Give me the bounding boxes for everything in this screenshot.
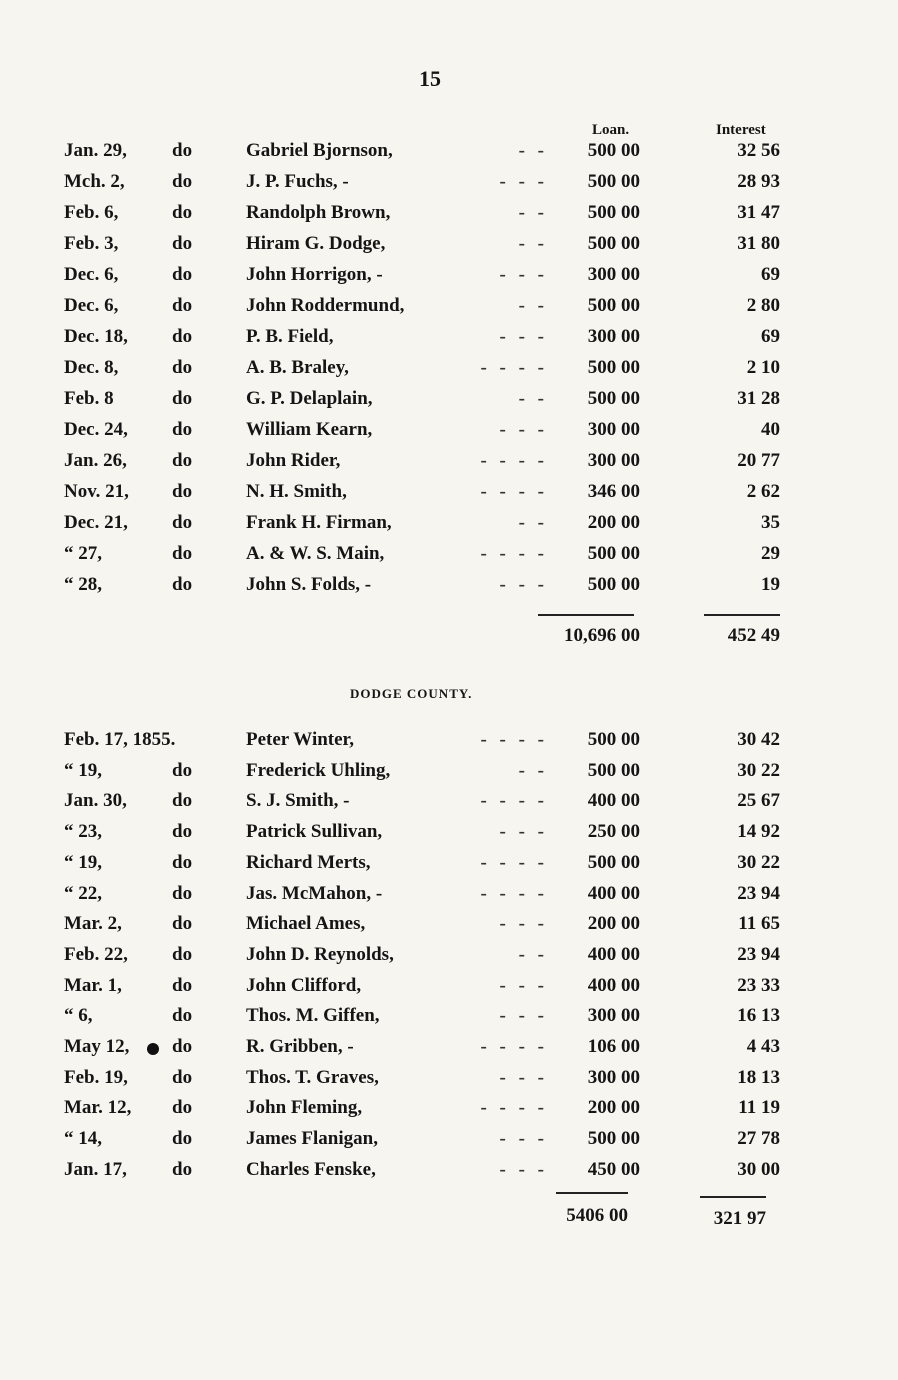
ledger-row — [0, 450, 898, 480]
leader-dashes: - - - - — [480, 357, 548, 378]
ledger-row — [0, 1005, 898, 1035]
entry-date: Feb. 19, — [64, 1066, 128, 1088]
borrower-name: Thos. T. Graves, — [246, 1066, 379, 1088]
ledger-row — [0, 295, 898, 325]
interest-amount: 23 33 — [737, 974, 780, 996]
borrower-name: Jas. McMahon, - — [246, 882, 383, 904]
ditto-mark: do — [172, 1158, 193, 1180]
interest-amount: 2 80 — [746, 295, 780, 316]
section-2-total-loan: 5406 00 — [566, 1205, 628, 1226]
leader-dashes: - - - — [499, 1066, 548, 1088]
ditto-mark: do — [172, 264, 193, 285]
loan-amount: 400 00 — [587, 790, 640, 812]
borrower-name: William Kearn, — [246, 419, 373, 440]
leader-dashes: - - - - — [480, 481, 548, 502]
interest-amount: 16 13 — [737, 1005, 780, 1027]
entry-date: Dec. 21, — [64, 512, 128, 533]
entry-date: “ 22, — [64, 882, 102, 904]
ledger-row — [0, 264, 898, 294]
ditto-mark: do — [172, 202, 193, 223]
ditto-mark: do — [172, 140, 193, 161]
entry-date: Mar. 1, — [64, 974, 122, 996]
leader-dashes: - - - — [499, 326, 548, 347]
loan-amount: 346 00 — [587, 481, 640, 502]
loan-amount: 500 00 — [587, 202, 640, 223]
ledger-row — [0, 357, 898, 387]
leader-dashes: - - - - — [480, 790, 548, 812]
entry-date: Dec. 6, — [64, 295, 119, 316]
interest-amount: 23 94 — [737, 882, 780, 904]
entry-date: Mar. 12, — [64, 1097, 132, 1119]
loan-amount: 500 00 — [587, 759, 640, 781]
leader-dashes: - - - — [499, 821, 548, 843]
leader-dashes: - - - — [499, 1005, 548, 1027]
entry-date: Jan. 26, — [64, 450, 127, 471]
loan-amount: 500 00 — [587, 388, 640, 409]
loan-amount: 500 00 — [587, 171, 640, 192]
interest-amount: 40 — [761, 419, 780, 440]
ditto-mark: do — [172, 357, 193, 378]
loan-amount: 500 00 — [587, 574, 640, 595]
leader-dashes: - - — [518, 140, 548, 161]
interest-amount: 19 — [761, 574, 780, 595]
total-rule-loan-2 — [556, 1192, 628, 1194]
borrower-name: John Fleming, — [246, 1097, 363, 1119]
ledger-row — [0, 326, 898, 356]
interest-amount: 23 94 — [737, 943, 780, 965]
interest-amount: 28 93 — [737, 171, 780, 192]
total-rule-loan-1 — [538, 614, 634, 616]
loan-amount: 300 00 — [587, 264, 640, 285]
loan-amount: 300 00 — [587, 450, 640, 471]
borrower-name: John Roddermund, — [246, 295, 405, 316]
leader-dashes: - - — [518, 943, 548, 965]
page-number: 15 — [419, 66, 441, 91]
borrower-name: Charles Fenske, — [246, 1158, 376, 1180]
ledger-row — [0, 202, 898, 232]
interest-amount: 27 78 — [737, 1128, 780, 1150]
leader-dashes: - - — [518, 233, 548, 254]
entry-date: “ 28, — [64, 574, 102, 595]
entry-date: Feb. 3, — [64, 233, 119, 254]
loan-amount: 400 00 — [587, 882, 640, 904]
loan-amount: 500 00 — [587, 851, 640, 873]
entry-date: Feb. 6, — [64, 202, 119, 223]
leader-dashes: - - - - — [480, 543, 548, 564]
interest-amount: 69 — [761, 326, 780, 347]
borrower-name: John Horrigon, - — [246, 264, 383, 285]
leader-dashes: - - - — [499, 419, 548, 440]
borrower-name: Peter Winter, — [246, 729, 354, 750]
borrower-name: Michael Ames, — [246, 913, 366, 935]
leader-dashes: - - — [518, 512, 548, 533]
loan-amount: 400 00 — [587, 943, 640, 965]
ledger-row — [0, 975, 898, 1005]
interest-amount: 2 62 — [746, 481, 780, 502]
ditto-mark: do — [172, 543, 193, 564]
loan-amount: 400 00 — [587, 974, 640, 996]
interest-amount: 31 80 — [737, 233, 780, 254]
ditto-mark: do — [172, 882, 193, 904]
ditto-mark: do — [172, 851, 193, 873]
entry-date: Dec. 6, — [64, 264, 119, 285]
leader-dashes: - - - - — [480, 450, 548, 471]
borrower-name: Gabriel Bjornson, — [246, 140, 393, 161]
loan-amount: 500 00 — [587, 233, 640, 254]
leader-dashes: - - - — [499, 974, 548, 996]
entry-date: “ 6, — [64, 1005, 93, 1027]
ledger-row — [0, 140, 898, 170]
leader-dashes: - - - — [499, 913, 548, 935]
ledger-row — [0, 171, 898, 201]
interest-amount: 2 10 — [746, 357, 780, 378]
borrower-name: Hiram G. Dodge, — [246, 233, 386, 254]
leader-dashes: - - - - — [480, 729, 548, 750]
loan-amount: 500 00 — [587, 543, 640, 564]
interest-amount: 35 — [761, 512, 780, 533]
borrower-name: Frederick Uhling, — [246, 759, 391, 781]
entry-date: Mar. 2, — [64, 913, 122, 935]
loan-amount: 450 00 — [587, 1158, 640, 1180]
leader-dashes: - - - — [499, 1158, 548, 1180]
entry-date: Dec. 8, — [64, 357, 119, 378]
leader-dashes: - - - - — [480, 882, 548, 904]
entry-date: “ 23, — [64, 821, 102, 843]
interest-amount: 30 22 — [737, 759, 780, 781]
ditto-mark: do — [172, 295, 193, 316]
loan-amount: 500 00 — [587, 729, 640, 750]
ditto-mark: do — [172, 388, 193, 409]
loan-amount: 300 00 — [587, 326, 640, 347]
ledger-row — [0, 543, 898, 573]
ledger-row — [0, 481, 898, 511]
ledger-row — [0, 574, 898, 604]
ledger-row — [0, 944, 898, 974]
entry-date: Feb. 17, 1855. — [64, 729, 176, 750]
ledger-row — [0, 821, 898, 851]
leader-dashes: - - - — [499, 1128, 548, 1150]
ink-blot — [147, 1043, 159, 1055]
ledger-row — [0, 729, 898, 759]
ditto-mark: do — [172, 1005, 193, 1027]
borrower-name: J. P. Fuchs, - — [246, 171, 349, 192]
ledger-row — [0, 1067, 898, 1097]
leader-dashes: - - — [518, 202, 548, 223]
ledger-row — [0, 388, 898, 418]
loan-amount: 200 00 — [587, 512, 640, 533]
borrower-name: John S. Folds, - — [246, 574, 372, 595]
entry-date: Dec. 24, — [64, 419, 128, 440]
ditto-mark: do — [172, 233, 193, 254]
ditto-mark: do — [172, 821, 193, 843]
entry-date: Jan. 30, — [64, 790, 127, 812]
ditto-mark: do — [172, 759, 193, 781]
borrower-name: Frank H. Firman, — [246, 512, 392, 533]
leader-dashes: - - - — [499, 171, 548, 192]
ditto-mark: do — [172, 1036, 193, 1057]
interest-amount: 11 65 — [738, 913, 780, 935]
entry-date: Jan. 29, — [64, 140, 127, 161]
borrower-name: N. H. Smith, — [246, 481, 347, 502]
ledger-row — [0, 852, 898, 882]
borrower-name: John Rider, — [246, 450, 341, 471]
county-title: DODGE COUNTY. — [350, 686, 473, 701]
ditto-mark: do — [172, 574, 193, 595]
ledger-row — [0, 419, 898, 449]
ditto-mark: do — [172, 943, 193, 965]
interest-amount: 69 — [761, 264, 780, 285]
ledger-row — [0, 883, 898, 913]
ledger-row — [0, 760, 898, 790]
entry-date: Feb. 22, — [64, 943, 128, 965]
leader-dashes: - - - — [499, 264, 548, 285]
entry-date: May 12, — [64, 1036, 130, 1057]
loan-amount: 106 00 — [587, 1036, 640, 1057]
borrower-name: John Clifford, — [246, 974, 362, 996]
ditto-mark: do — [172, 481, 193, 502]
borrower-name: Thos. M. Giffen, — [246, 1005, 380, 1027]
ditto-mark: do — [172, 326, 193, 347]
interest-amount: 30 42 — [737, 729, 780, 750]
leader-dashes: - - — [518, 295, 548, 316]
ditto-mark: do — [172, 512, 193, 533]
leader-dashes: - - — [518, 388, 548, 409]
interest-amount: 11 19 — [738, 1097, 780, 1119]
ledger-row — [0, 913, 898, 943]
ditto-mark: do — [172, 450, 193, 471]
ledger-row — [0, 1097, 898, 1127]
interest-amount: 4 43 — [746, 1036, 780, 1057]
borrower-name: Richard Merts, — [246, 851, 371, 873]
entry-date: “ 19, — [64, 851, 102, 873]
ditto-mark: do — [172, 1066, 193, 1088]
loan-amount: 500 00 — [587, 140, 640, 161]
entry-date: Mch. 2, — [64, 171, 125, 192]
ditto-mark: do — [172, 790, 193, 812]
interest-amount: 31 28 — [737, 388, 780, 409]
loan-amount: 300 00 — [587, 419, 640, 440]
ledger-row — [0, 1128, 898, 1158]
entry-date: “ 27, — [64, 543, 102, 564]
leader-dashes: - - - — [499, 574, 548, 595]
loan-column-header: Loan. — [592, 122, 630, 138]
interest-amount: 25 67 — [737, 790, 780, 812]
interest-amount: 30 22 — [737, 851, 780, 873]
ditto-mark: do — [172, 1128, 193, 1150]
loan-amount: 300 00 — [587, 1066, 640, 1088]
loan-amount: 500 00 — [587, 295, 640, 316]
ditto-mark: do — [172, 419, 193, 440]
borrower-name: G. P. Delaplain, — [246, 388, 373, 409]
interest-amount: 29 — [761, 543, 780, 564]
interest-amount: 32 56 — [737, 140, 780, 161]
ledger-row — [0, 790, 898, 820]
borrower-name: P. B. Field, — [246, 326, 334, 347]
ditto-mark: do — [172, 171, 193, 192]
ledger-row — [0, 1159, 898, 1189]
entry-date: Dec. 18, — [64, 326, 128, 347]
ditto-mark: do — [172, 974, 193, 996]
total-rule-interest-1 — [704, 614, 780, 616]
borrower-name: Patrick Sullivan, — [246, 821, 383, 843]
borrower-name: A. B. Braley, — [246, 357, 349, 378]
entry-date: “ 19, — [64, 759, 102, 781]
total-rule-interest-2 — [700, 1196, 766, 1198]
interest-amount: 31 47 — [737, 202, 780, 223]
ledger-row — [0, 1036, 898, 1066]
section-1-total-loan: 10,696 00 — [564, 625, 640, 646]
entry-date: Jan. 17, — [64, 1158, 127, 1180]
ledger-row — [0, 233, 898, 263]
interest-amount: 14 92 — [737, 821, 780, 843]
borrower-name: A. & W. S. Main, — [246, 543, 385, 564]
loan-amount: 200 00 — [587, 913, 640, 935]
borrower-name: Randolph Brown, — [246, 202, 391, 223]
leader-dashes: - - — [518, 759, 548, 781]
entry-date: “ 14, — [64, 1128, 102, 1150]
leader-dashes: - - - - — [480, 1036, 548, 1057]
loan-amount: 300 00 — [587, 1005, 640, 1027]
interest-column-header: Interest — [716, 122, 766, 138]
loan-amount: 500 00 — [587, 357, 640, 378]
loan-amount: 500 00 — [587, 1128, 640, 1150]
loan-amount: 200 00 — [587, 1097, 640, 1119]
ledger-row — [0, 512, 898, 542]
interest-amount: 18 13 — [737, 1066, 780, 1088]
ditto-mark: do — [172, 1097, 193, 1119]
borrower-name: R. Gribben, - — [246, 1036, 354, 1057]
section-2-total-interest: 321 97 — [713, 1208, 766, 1229]
leader-dashes: - - - - — [480, 851, 548, 873]
borrower-name: John D. Reynolds, — [246, 943, 394, 965]
entry-date: Nov. 21, — [64, 481, 129, 502]
loan-amount: 250 00 — [587, 821, 640, 843]
interest-amount: 20 77 — [737, 450, 780, 471]
ditto-mark: do — [172, 913, 193, 935]
borrower-name: James Flanigan, — [246, 1128, 378, 1150]
borrower-name: S. J. Smith, - — [246, 790, 350, 812]
section-1-total-interest: 452 49 — [727, 625, 780, 646]
interest-amount: 30 00 — [737, 1158, 780, 1180]
entry-date: Feb. 8 — [64, 388, 114, 409]
leader-dashes: - - - - — [480, 1097, 548, 1119]
